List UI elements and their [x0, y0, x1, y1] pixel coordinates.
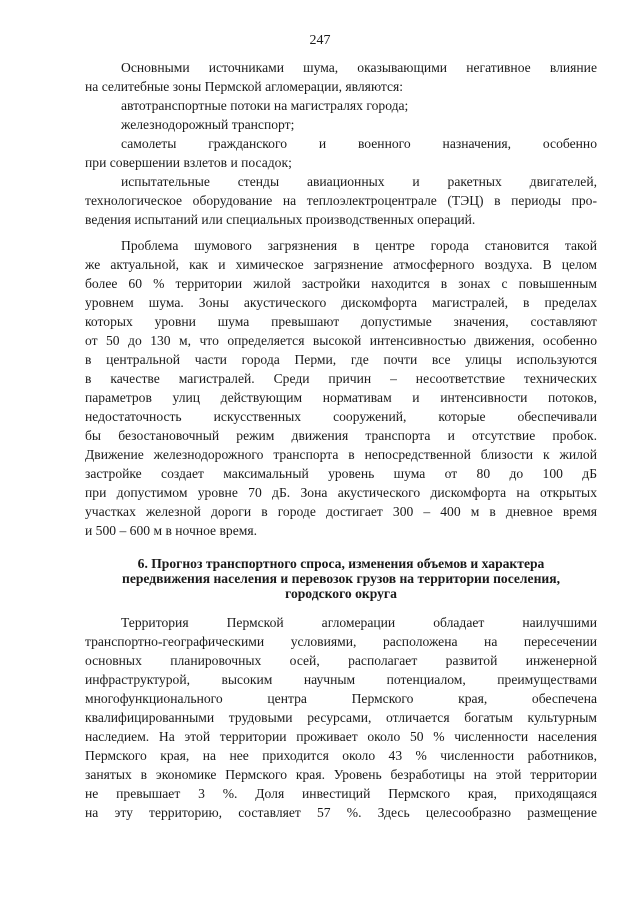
- text-line: инфраструктурой, высоким научным потенциалом, преимуществами: [85, 672, 597, 687]
- text-line: недостаточность искусственных сооружений, которые обеспечивали: [85, 409, 597, 424]
- text-line: на селитебные зоны Пермской агломерации, являются:: [85, 79, 404, 94]
- text-line: которых уровни шума превышают допустимые значения, составляют: [85, 314, 597, 329]
- text-line: квалифицированными трудовыми ресурсами, отличается богатым культурным: [85, 710, 597, 725]
- text-line: ведения испытаний или специальных производственных операций.: [85, 212, 476, 227]
- text-line: железнодорожный транспорт;: [121, 117, 295, 132]
- text-line: при допустимом уровне 70 дБ. Зона акустического дискомфорта на открытых: [85, 485, 597, 500]
- paragraph-perm-agglomeration: [85, 613, 597, 822]
- text-line: участках железной дороги в городе достигает 300 – 400 м в дневное время: [85, 504, 597, 519]
- text-line: самолеты гражданского и военного назначения, особенно: [121, 136, 597, 151]
- text-line: занятых в экономике Пермского края. Уровень безработицы на этой территории: [85, 767, 597, 782]
- text-line: многофункционального центра Пермского края, обеспечена: [85, 691, 597, 706]
- text-line: в качестве магистралей. Среди причин – несоответствие технических: [85, 371, 597, 386]
- text-line: Территория Пермской агломерации обладает наилучшими: [121, 615, 597, 630]
- text-line: Проблема шумового загрязнения в центре города становится такой: [121, 238, 597, 253]
- text-line: на эту территорию, составляет 57 %. Здесь целесообразно размещение: [85, 805, 597, 820]
- heading-line: городского округа: [285, 586, 397, 601]
- text-line: более 60 % территории жилой застройки находится в зонах с повышенным: [85, 276, 597, 291]
- text-line: не превышает 3 %. Доля инвестиций Пермского края, приходящаяся: [85, 786, 597, 801]
- text-line: Основными источниками шума, оказывающими негативное влияние: [121, 60, 597, 75]
- text-line: параметров улиц действующим нормативам и интенсивности потоков,: [85, 390, 597, 405]
- text-line: же актуальной, как и химическое загрязнение атмосферного воздуха. В целом: [85, 257, 597, 272]
- text-line: испытательные стенды авиационных и ракетных двигателей,: [121, 174, 597, 189]
- text-line: основных планировочных осей, располагает развитой инженерной: [85, 653, 597, 668]
- section-heading: [85, 556, 597, 601]
- text-line: бы безостановочный режим движения транспорта и отсутствие пробок.: [85, 428, 597, 443]
- text-line: при совершении взлетов и посадок;: [85, 155, 292, 170]
- text-line: уровнем шума. Зоны акустического дискомфорта магистралей, в пределах: [85, 295, 597, 310]
- page-number: 247: [309, 33, 331, 48]
- paragraph-noise-sources: [85, 58, 597, 229]
- text-line: от 50 до 130 м, что определяется высокой интенсивностью движения, особенно: [85, 333, 597, 348]
- heading-line: передвижения населения и перевозок грузов на территории поселения,: [121, 571, 561, 586]
- heading-line: 6. Прогноз транспортного спроса, изменения объемов и характера: [137, 556, 545, 571]
- text-line: наследием. На этой территории проживает около 50 % численности населения: [85, 729, 597, 744]
- text-line: застройке создает максимальный уровень шума от 80 до 100 дБ: [85, 466, 597, 481]
- text-line: автотранспортные потоки на магистралях города;: [121, 98, 409, 113]
- text-line: транспортно-географическими условиями, расположена на пересечении: [85, 634, 597, 649]
- paragraph-noise-problem: [85, 236, 597, 540]
- text-line: и 500 – 600 м в ночное время.: [85, 523, 257, 538]
- text-line: Пермского края, на нее приходится около 43 % численности работников,: [85, 748, 597, 763]
- text-line: технологическое оборудование на теплоэлектроцентрале (ТЭЦ) в периоды про-: [85, 193, 597, 208]
- text-line: Движение железнодорожного транспорта в непосредственной близости к жилой: [85, 447, 597, 462]
- text-line: в центральной части города Перми, где почти все улицы используются: [85, 352, 597, 367]
